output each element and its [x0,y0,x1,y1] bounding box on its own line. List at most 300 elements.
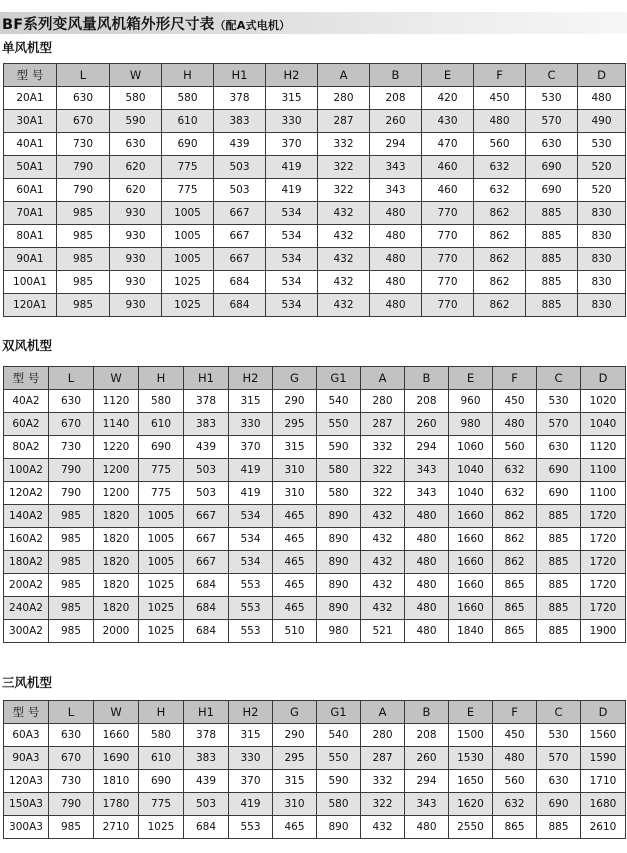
model-cell: 120A3 [4,770,49,793]
table-cell: 1660 [449,597,493,620]
table-cell: 315 [266,87,318,110]
table-cell: 1120 [94,390,139,413]
table-row [4,505,626,528]
table-cell: 690 [537,793,581,816]
table-cell: 280 [361,390,405,413]
table-cell: 432 [318,294,370,317]
table-cell: 480 [370,202,422,225]
table-cell: 570 [537,747,581,770]
model-cell: 70A1 [4,202,57,225]
table-cell: 865 [493,597,537,620]
table-cell: 1100 [581,482,626,505]
table-cell: 432 [318,202,370,225]
table-cell: 2710 [94,816,139,839]
table-cell: 1810 [94,770,139,793]
table-cell: 1560 [581,724,626,747]
column-header: H1 [184,701,229,724]
table-cell: 1690 [94,747,139,770]
table-cell: 322 [361,482,405,505]
table-cell: 985 [57,271,110,294]
table-cell: 383 [184,747,229,770]
column-header: F [493,367,537,390]
table-cell: 439 [184,770,229,793]
table-cell: 1140 [94,413,139,436]
table-cell: 684 [214,294,266,317]
table-cell: 280 [318,87,370,110]
table-row [4,770,626,793]
table-cell: 432 [361,551,405,574]
table-cell: 1060 [449,436,493,459]
table-cell: 439 [184,436,229,459]
table-cell: 620 [110,179,162,202]
table-row [4,294,626,317]
table-cell: 830 [578,202,626,225]
table-cell: 775 [162,156,214,179]
table-cell: 930 [110,248,162,271]
column-header: H2 [266,64,318,87]
table-cell: 465 [273,551,317,574]
table-cell: 294 [405,436,449,459]
table-row [4,597,626,620]
table-cell: 322 [361,793,405,816]
model-cell: 140A2 [4,505,49,528]
table-cell: 570 [537,413,581,436]
table-cell: 280 [361,724,405,747]
table-cell: 885 [537,528,581,551]
table-cell: 1660 [449,551,493,574]
table-cell: 520 [578,156,626,179]
table-cell: 1650 [449,770,493,793]
table-cell: 480 [405,816,449,839]
table-row [4,816,626,839]
table-cell: 890 [317,816,361,839]
table-cell: 1040 [449,459,493,482]
table-cell: 480 [405,597,449,620]
table-cell: 775 [139,793,184,816]
table-cell: 985 [49,551,94,574]
table-cell: 480 [493,413,537,436]
table-cell: 1040 [581,413,626,436]
table-cell: 730 [57,133,110,156]
table-cell: 1900 [581,620,626,643]
table-cell: 730 [49,436,94,459]
table-row [4,747,626,770]
table-cell: 332 [361,436,405,459]
table-cell: 885 [526,248,578,271]
table-cell: 985 [49,620,94,643]
column-header: A [361,367,405,390]
table-cell: 315 [229,724,273,747]
table-cell: 465 [273,528,317,551]
table-cell: 1660 [94,724,139,747]
table-cell: 630 [537,436,581,459]
table-cell: 534 [266,294,318,317]
model-cell: 90A3 [4,747,49,770]
table-cell: 890 [317,597,361,620]
table-cell: 378 [214,87,266,110]
table-cell: 1005 [139,505,184,528]
triple-fan-table [3,700,626,839]
column-header: F [474,64,526,87]
table-cell: 465 [273,574,317,597]
table-cell: 960 [449,390,493,413]
column-header: A [318,64,370,87]
table-cell: 690 [537,459,581,482]
table-cell: 632 [493,482,537,505]
table-cell: 985 [49,528,94,551]
table-cell: 208 [405,390,449,413]
table-cell: 770 [422,294,474,317]
model-cell: 100A2 [4,459,49,482]
table-cell: 1040 [449,482,493,505]
table-cell: 1720 [581,551,626,574]
column-header: G [273,367,317,390]
table-cell: 553 [229,597,273,620]
table-cell: 610 [162,110,214,133]
table-cell: 1820 [94,597,139,620]
table-cell: 1820 [94,505,139,528]
table-cell: 690 [162,133,214,156]
model-cell: 240A2 [4,597,49,620]
table-cell: 890 [317,528,361,551]
table-header-row [4,64,626,87]
table-cell: 208 [370,87,422,110]
table-cell: 315 [273,770,317,793]
table-cell: 690 [526,179,578,202]
table-cell: 790 [49,459,94,482]
table-cell: 1720 [581,574,626,597]
table-cell: 460 [422,179,474,202]
table-cell: 2000 [94,620,139,643]
table-cell: 510 [273,620,317,643]
table-cell: 370 [229,436,273,459]
table-cell: 534 [229,505,273,528]
table-cell: 1025 [139,597,184,620]
table-row [4,528,626,551]
table-cell: 534 [266,202,318,225]
table-cell: 465 [273,816,317,839]
column-header: H [162,64,214,87]
table-cell: 480 [405,551,449,574]
table-cell: 295 [273,747,317,770]
table-cell: 790 [49,793,94,816]
table-cell: 930 [110,294,162,317]
table-cell: 383 [214,110,266,133]
table-cell: 684 [214,271,266,294]
column-header: H2 [229,701,273,724]
table-cell: 790 [49,482,94,505]
table-cell: 885 [526,271,578,294]
table-cell: 1590 [581,747,626,770]
table-cell: 534 [266,271,318,294]
table-cell: 343 [370,179,422,202]
table-cell: 632 [474,179,526,202]
table-cell: 322 [361,459,405,482]
table-row [4,110,626,133]
table-cell: 1500 [449,724,493,747]
table-row [4,459,626,482]
table-cell: 985 [57,202,110,225]
table-cell: 1025 [139,574,184,597]
table-cell: 1840 [449,620,493,643]
table-cell: 2550 [449,816,493,839]
table-cell: 1025 [139,816,184,839]
page-title: BF系列变风量风机箱外形尺寸表（配A式电机） [2,17,291,33]
model-cell: 80A2 [4,436,49,459]
model-cell: 60A3 [4,724,49,747]
table-cell: 1025 [139,620,184,643]
table-cell: 260 [405,413,449,436]
table-cell: 432 [318,248,370,271]
table-cell: 550 [317,747,361,770]
column-header: L [49,367,94,390]
column-header: W [94,701,139,724]
table-cell: 862 [474,202,526,225]
table-cell: 480 [405,505,449,528]
table-row [4,482,626,505]
table-cell: 862 [474,271,526,294]
table-cell: 1005 [162,202,214,225]
table-cell: 287 [361,747,405,770]
table-row [4,413,626,436]
table-cell: 770 [422,202,474,225]
column-header: D [581,367,626,390]
model-cell: 20A1 [4,87,57,110]
column-header: C [526,64,578,87]
table-cell: 770 [422,225,474,248]
table-row [4,436,626,459]
table-cell: 432 [361,528,405,551]
table-cell: 480 [370,225,422,248]
model-cell: 30A1 [4,110,57,133]
table-cell: 310 [273,793,317,816]
table-cell: 419 [266,179,318,202]
table-cell: 450 [474,87,526,110]
section-label-single: 单风机型 [2,40,53,55]
table-row [4,793,626,816]
table-cell: 480 [370,271,422,294]
column-header: W [110,64,162,87]
table-cell: 667 [184,505,229,528]
table-cell: 862 [493,528,537,551]
table-cell: 450 [493,390,537,413]
table-cell: 684 [184,620,229,643]
table-cell: 530 [578,133,626,156]
table-row [4,179,626,202]
table-cell: 670 [49,413,94,436]
table-cell: 534 [266,225,318,248]
table-row [4,87,626,110]
table-cell: 553 [229,620,273,643]
table-cell: 630 [57,87,110,110]
table-cell: 770 [422,271,474,294]
table-cell: 580 [162,87,214,110]
table-cell: 1100 [581,459,626,482]
table-cell: 480 [405,574,449,597]
table-cell: 667 [214,225,266,248]
table-cell: 460 [422,156,474,179]
table-cell: 370 [266,133,318,156]
model-cell: 50A1 [4,156,57,179]
table-cell: 330 [266,110,318,133]
table-cell: 343 [370,156,422,179]
table-cell: 432 [318,225,370,248]
table-cell: 332 [361,770,405,793]
table-cell: 1220 [94,436,139,459]
table-cell: 378 [184,390,229,413]
column-header: H1 [214,64,266,87]
column-header: B [405,367,449,390]
table-cell: 1780 [94,793,139,816]
model-cell: 120A2 [4,482,49,505]
table-cell: 560 [493,770,537,793]
table-cell: 315 [273,436,317,459]
table-cell: 208 [405,724,449,747]
table-cell: 775 [139,459,184,482]
table-cell: 465 [273,597,317,620]
section-label-triple: 三风机型 [2,675,53,690]
table-cell: 1720 [581,597,626,620]
column-header: E [422,64,474,87]
table-cell: 1820 [94,551,139,574]
table-cell: 890 [317,551,361,574]
table-cell: 287 [361,413,405,436]
column-header: H2 [229,367,273,390]
table-cell: 1820 [94,574,139,597]
table-cell: 690 [139,770,184,793]
table-cell: 550 [317,413,361,436]
table-cell: 930 [110,202,162,225]
model-cell: 60A2 [4,413,49,436]
table-cell: 540 [317,724,361,747]
table-cell: 310 [273,482,317,505]
table-cell: 790 [57,179,110,202]
table-cell: 632 [493,459,537,482]
model-cell: 100A1 [4,271,57,294]
table-cell: 534 [266,248,318,271]
table-cell: 980 [317,620,361,643]
table-cell: 632 [474,156,526,179]
table-cell: 503 [184,793,229,816]
table-cell: 775 [139,482,184,505]
table-row [4,724,626,747]
table-cell: 985 [57,248,110,271]
table-cell: 290 [273,390,317,413]
table-cell: 667 [184,528,229,551]
table-cell: 534 [229,551,273,574]
table-cell: 1660 [449,574,493,597]
table-cell: 1660 [449,505,493,528]
table-cell: 690 [537,482,581,505]
model-cell: 40A2 [4,390,49,413]
table-cell: 1680 [581,793,626,816]
table-cell: 419 [266,156,318,179]
table-cell: 530 [526,87,578,110]
table-cell: 985 [49,816,94,839]
table-cell: 667 [214,202,266,225]
table-cell: 294 [405,770,449,793]
table-cell: 885 [537,574,581,597]
table-row [4,202,626,225]
table-header-row [4,701,626,724]
table-cell: 684 [184,574,229,597]
table-cell: 980 [449,413,493,436]
table-row [4,133,626,156]
table-cell: 490 [578,110,626,133]
table-cell: 580 [317,482,361,505]
table-cell: 630 [49,390,94,413]
column-header: A [361,701,405,724]
table-cell: 830 [578,248,626,271]
table-cell: 890 [317,574,361,597]
table-cell: 480 [493,747,537,770]
table-cell: 560 [474,133,526,156]
table-cell: 1620 [449,793,493,816]
table-cell: 985 [49,574,94,597]
table-cell: 885 [537,551,581,574]
title-note: （配A式电机） [214,19,291,32]
table-cell: 503 [184,482,229,505]
table-cell: 865 [493,816,537,839]
table-cell: 885 [537,816,581,839]
table-cell: 260 [370,110,422,133]
table-cell: 432 [361,597,405,620]
table-cell: 521 [361,620,405,643]
column-header: 型 号 [4,367,49,390]
table-cell: 1660 [449,528,493,551]
table-cell: 580 [317,793,361,816]
table-cell: 1120 [581,436,626,459]
table-cell: 590 [110,110,162,133]
table-cell: 290 [273,724,317,747]
table-cell: 480 [370,248,422,271]
table-cell: 1200 [94,459,139,482]
table-cell: 419 [229,482,273,505]
table-cell: 630 [110,133,162,156]
double-fan-table [3,366,626,643]
table-cell: 730 [49,770,94,793]
table-cell: 862 [474,248,526,271]
table-cell: 343 [405,793,449,816]
table-cell: 343 [405,482,449,505]
table-cell: 620 [110,156,162,179]
table-cell: 1025 [162,271,214,294]
table-cell: 670 [49,747,94,770]
table-row [4,248,626,271]
column-header: L [57,64,110,87]
table-cell: 885 [537,620,581,643]
column-header: C [537,701,581,724]
table-cell: 432 [361,505,405,528]
table-cell: 260 [405,747,449,770]
table-cell: 315 [229,390,273,413]
table-cell: 465 [273,505,317,528]
column-header: F [493,701,537,724]
table-cell: 503 [214,179,266,202]
table-cell: 1025 [162,294,214,317]
table-cell: 885 [526,225,578,248]
table-cell: 790 [57,156,110,179]
section-label-double: 双风机型 [2,338,53,353]
table-cell: 985 [49,505,94,528]
table-row [4,620,626,643]
table-cell: 610 [139,747,184,770]
table-cell: 580 [139,724,184,747]
table-cell: 1200 [94,482,139,505]
table-cell: 503 [214,156,266,179]
table-cell: 480 [578,87,626,110]
single-fan-table [3,63,626,317]
